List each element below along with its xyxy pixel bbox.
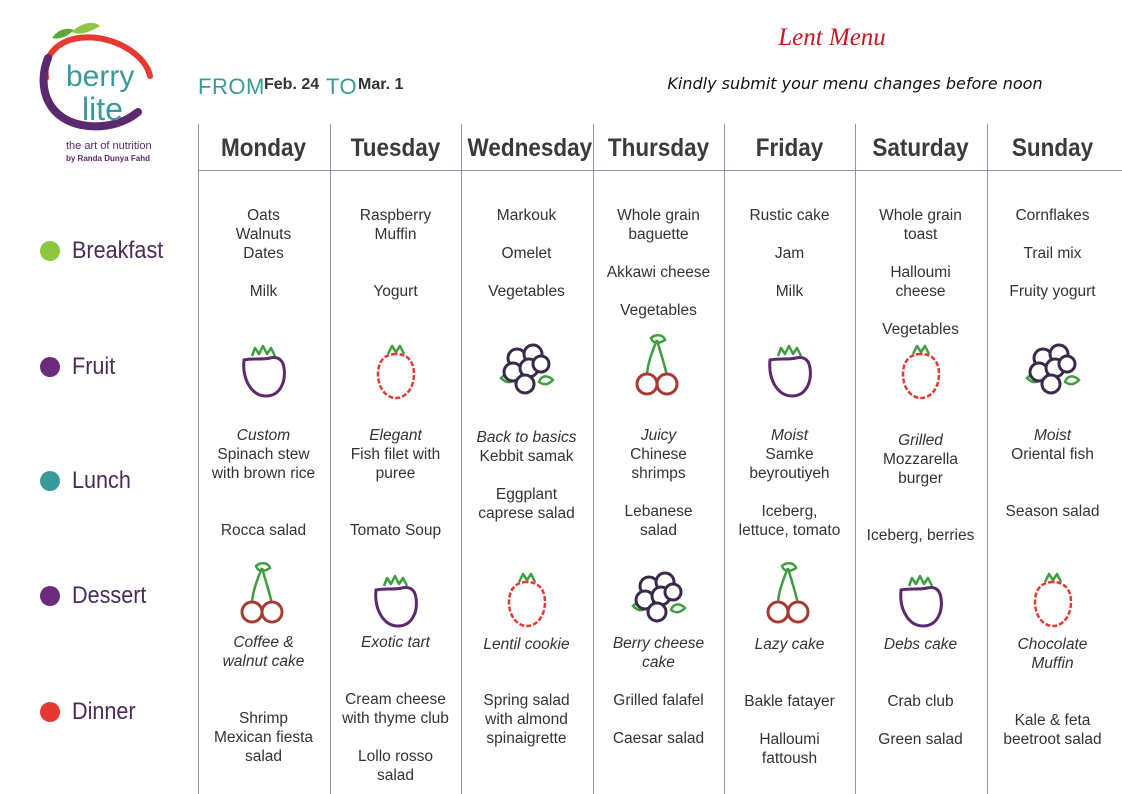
breakfast-saturday-line: Vegetables	[882, 321, 959, 338]
meal-dot-icon	[40, 241, 60, 261]
lunch-friday-line: Iceberg,	[761, 503, 818, 520]
lunch-monday-tag: Custom	[236, 427, 291, 444]
day-header-monday: Monday	[220, 134, 306, 162]
breakfast-monday-line: Milk	[249, 283, 278, 300]
breakfast-sunday-line: Cornflakes	[1015, 207, 1090, 224]
lunch-saturday-line: Iceberg, berries	[866, 527, 975, 544]
dinner-monday-line: Shrimp	[238, 710, 289, 727]
dessert-thursday-line: cake	[642, 654, 675, 671]
to-date: Mar. 1	[358, 76, 404, 93]
blueberry-icon	[1023, 336, 1083, 402]
brand-logo	[28, 18, 178, 168]
dinner-wednesday-line: spinaigrette	[486, 730, 567, 747]
lunch-friday-line: beyroutiyeh	[749, 465, 830, 482]
dessert-monday-line: walnut cake	[222, 653, 305, 670]
day-header-sunday: Sunday	[1011, 134, 1094, 162]
breakfast-tuesday-line: Muffin	[374, 226, 417, 243]
breakfast-wednesday-line: Omelet	[501, 245, 552, 262]
plum-icon	[760, 336, 820, 402]
dinner-friday-line: fattoush	[761, 750, 818, 767]
breakfast-monday-line: Oats	[247, 207, 280, 224]
plum-icon	[366, 566, 426, 632]
plum-icon	[234, 336, 294, 402]
breakfast-thursday-line: baguette	[628, 226, 689, 243]
meal-label-text: Lunch	[72, 467, 131, 494]
meal-dot-icon	[40, 471, 60, 491]
lunch-wednesday-line: caprese salad	[478, 505, 575, 522]
day-header-wednesday: Wednesday	[467, 134, 593, 162]
breakfast-tuesday-line: Raspberry	[359, 207, 432, 224]
svg-text:lite: lite	[82, 91, 123, 127]
lunch-saturday-line: Mozzarella	[883, 451, 958, 468]
breakfast-wednesday-line: Markouk	[496, 207, 557, 224]
meal-label-dinner	[40, 697, 143, 727]
breakfast-sunday-line: Fruity yogurt	[1009, 283, 1096, 300]
breakfast-saturday-line: Whole grain	[879, 207, 962, 224]
berry-logo-icon	[28, 18, 178, 148]
breakfast-monday-line: Walnuts	[235, 226, 292, 243]
dinner-saturday-line: Green salad	[878, 731, 963, 748]
dessert-sunday-line: Chocolate	[1017, 636, 1088, 653]
breakfast-saturday-line: toast	[903, 226, 938, 243]
raspberry-icon	[1023, 566, 1083, 632]
lunch-monday-line: with brown rice	[211, 465, 316, 482]
breakfast-friday-line: Milk	[775, 283, 804, 300]
lunch-friday-tag: Moist	[770, 427, 809, 444]
raspberry-icon	[497, 566, 557, 632]
lunch-thursday-tag: Juicy	[640, 427, 677, 444]
from-date: Feb. 24	[264, 76, 320, 93]
lunch-wednesday-tag: Back to basics	[476, 429, 577, 446]
breakfast-monday-line: Dates	[243, 245, 284, 262]
meal-label-text: Dessert	[72, 582, 147, 609]
lunch-tuesday-tag: Elegant	[369, 427, 422, 444]
lunch-tuesday-line: puree	[375, 465, 416, 482]
dessert-thursday-line: Berry cheese	[612, 635, 705, 652]
dinner-saturday-line: Crab club	[887, 693, 954, 710]
breakfast-sunday-line: Trail mix	[1023, 245, 1082, 262]
day-header-friday: Friday	[755, 134, 824, 162]
dinner-monday-line: salad	[244, 748, 283, 765]
cherry-icon	[629, 332, 689, 398]
lunch-monday-line: Rocca salad	[220, 522, 307, 539]
meal-label-lunch	[40, 466, 137, 496]
lunch-thursday-line: salad	[639, 522, 678, 539]
dessert-monday-line: Coffee &	[233, 634, 294, 651]
dinner-monday-line: Mexican fiesta	[213, 729, 314, 746]
dessert-saturday-line: Debs cake	[883, 636, 958, 653]
lunch-monday-line: Spinach stew	[217, 446, 310, 463]
dinner-thursday-line: Grilled falafel	[613, 692, 704, 709]
lunch-sunday-line: Oriental fish	[1011, 446, 1094, 463]
dinner-wednesday-line: Spring salad	[483, 692, 570, 709]
dessert-wednesday-line: Lentil cookie	[483, 636, 570, 653]
lunch-tuesday-line: Fish filet with	[350, 446, 441, 463]
lunch-friday-line: lettuce, tomato	[738, 522, 841, 539]
breakfast-thursday-line: Akkawi cheese	[606, 264, 711, 281]
day-header-saturday: Saturday	[872, 134, 969, 162]
lunch-tuesday-line: Tomato Soup	[349, 522, 442, 539]
dessert-sunday-line: Muffin	[1031, 655, 1074, 672]
lunch-sunday-line: Season salad	[1005, 503, 1100, 520]
breakfast-thursday-line: Vegetables	[620, 302, 697, 319]
meal-dot-icon	[40, 586, 60, 606]
raspberry-icon	[891, 338, 951, 404]
dinner-tuesday-line: Cream cheese	[345, 691, 446, 708]
lunch-wednesday-line: Eggplant	[495, 486, 558, 503]
lunch-thursday-line: Lebanese	[624, 503, 693, 520]
menu-title: Lent Menu	[778, 24, 886, 51]
dinner-friday-line: Bakle fatayer	[744, 693, 835, 710]
dinner-tuesday-line: salad	[376, 767, 415, 784]
from-label: FROM	[198, 74, 265, 99]
dinner-tuesday-line: Lollo rosso	[358, 748, 433, 765]
meal-label-dessert	[40, 581, 155, 611]
meal-label-text: Breakfast	[72, 237, 164, 264]
dinner-sunday-line: Kale & feta	[1014, 712, 1091, 729]
cherry-icon	[234, 560, 294, 626]
meal-label-text: Dinner	[72, 698, 136, 725]
dessert-friday-line: Lazy cake	[754, 636, 825, 653]
blueberry-icon	[629, 564, 689, 630]
blueberry-icon	[497, 336, 557, 402]
meal-dot-icon	[40, 357, 60, 377]
to-label: TO	[326, 74, 358, 99]
svg-text:berry: berry	[66, 60, 135, 93]
logo-byline: by Randa Dunya Fahd	[66, 154, 151, 163]
raspberry-icon	[366, 338, 426, 404]
breakfast-saturday-line: Halloumi	[890, 264, 951, 281]
dinner-thursday-line: Caesar salad	[612, 730, 705, 747]
lunch-saturday-tag: Grilled	[898, 432, 943, 449]
breakfast-wednesday-line: Vegetables	[488, 283, 565, 300]
lunch-thursday-line: shrimps	[631, 465, 686, 482]
menu-note: Kindly submit your menu changes before noon	[667, 74, 1043, 93]
plum-icon	[891, 566, 951, 632]
header-divider	[198, 170, 1122, 171]
day-header-thursday: Thursday	[607, 134, 710, 162]
dessert-tuesday-line: Exotic tart	[361, 634, 430, 651]
day-header-tuesday: Tuesday	[350, 134, 441, 162]
logo-tagline: the art of nutrition	[66, 140, 152, 152]
meal-label-breakfast	[40, 236, 173, 266]
dinner-tuesday-line: with thyme club	[342, 710, 449, 727]
breakfast-friday-line: Jam	[774, 245, 805, 262]
breakfast-saturday-line: cheese	[895, 283, 946, 300]
breakfast-thursday-line: Whole grain	[617, 207, 700, 224]
dinner-wednesday-line: with almond	[485, 711, 568, 728]
cherry-icon	[760, 560, 820, 626]
dinner-sunday-line: beetroot salad	[1003, 731, 1102, 748]
lunch-thursday-line: Chinese	[630, 446, 687, 463]
lunch-wednesday-line: Kebbit samak	[479, 448, 574, 465]
lunch-sunday-tag: Moist	[1033, 427, 1072, 444]
breakfast-friday-line: Rustic cake	[749, 207, 830, 224]
meal-label-fruit	[40, 352, 120, 382]
dinner-friday-line: Halloumi	[759, 731, 820, 748]
lunch-friday-line: Samke	[765, 446, 814, 463]
lunch-saturday-line: burger	[898, 470, 943, 487]
breakfast-tuesday-line: Yogurt	[373, 283, 418, 300]
meal-dot-icon	[40, 702, 60, 722]
meal-label-text: Fruit	[72, 353, 116, 380]
